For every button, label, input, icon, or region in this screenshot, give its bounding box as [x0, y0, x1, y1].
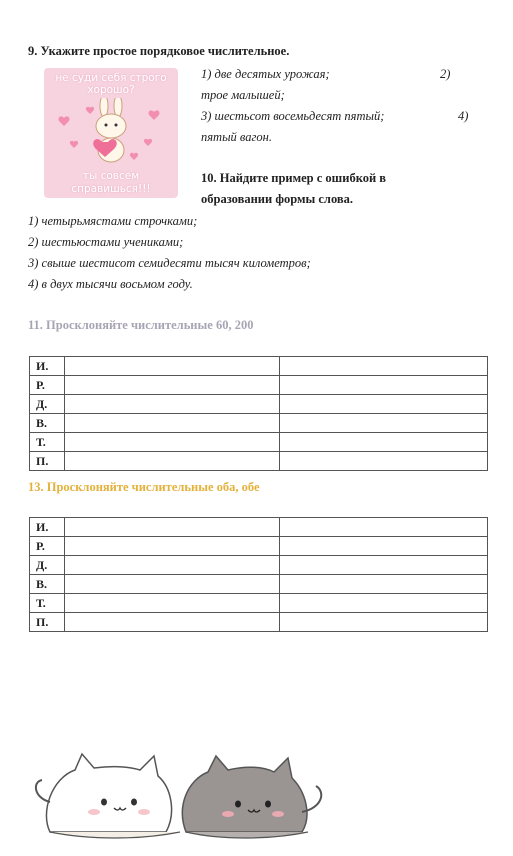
- q9-option-1: 1) две десятых урожая;: [201, 67, 330, 81]
- question-10-title-line-1: 10. Найдите пример с ошибкой в: [201, 171, 387, 185]
- answer-cell[interactable]: [65, 452, 280, 471]
- answer-cell[interactable]: [280, 433, 488, 452]
- case-label: В.: [30, 414, 65, 433]
- answer-cell[interactable]: [280, 376, 488, 395]
- answer-cell[interactable]: [280, 537, 488, 556]
- case-label: П.: [30, 452, 65, 471]
- cats-illustration: [30, 742, 330, 842]
- table-row: [30, 537, 488, 556]
- q9-option-3: 3) шестьсот восемьдесят пятый;: [201, 109, 385, 123]
- answer-cell[interactable]: [65, 537, 280, 556]
- q10-option-2: 2) шестьюстами учениками;: [28, 235, 184, 249]
- declension-table-13: [29, 517, 488, 632]
- answer-cell[interactable]: [280, 452, 488, 471]
- answer-cell[interactable]: [280, 414, 488, 433]
- question-9-title: 9. Укажите простое порядковое числительное.: [28, 44, 290, 58]
- question-10-title-line-2: образовании формы слова.: [201, 192, 354, 206]
- table-row: [30, 414, 488, 433]
- case-label: И.: [30, 518, 65, 537]
- case-label: В.: [30, 575, 65, 594]
- q9-option-2-number: 2): [440, 67, 451, 81]
- answer-cell[interactable]: [280, 518, 488, 537]
- answer-cell[interactable]: [65, 556, 280, 575]
- bunny-sticker-image: [44, 68, 178, 198]
- question-11-title: 11. Просклоняйте числительные 60, 200: [28, 318, 254, 332]
- case-label: Д.: [30, 395, 65, 414]
- case-label: Р.: [30, 376, 65, 395]
- declension-table-11: [29, 356, 488, 471]
- answer-cell[interactable]: [65, 395, 280, 414]
- answer-cell[interactable]: [65, 594, 280, 613]
- case-label: Т.: [30, 433, 65, 452]
- answer-cell[interactable]: [65, 613, 280, 632]
- sticker-top-text-1: не суди себя строго: [55, 72, 167, 84]
- q10-option-4: 4) в двух тысячи восьмом году.: [28, 277, 193, 291]
- table-row: [30, 395, 488, 414]
- case-label: Д.: [30, 556, 65, 575]
- q10-option-1: 1) четырьмястами строчками;: [28, 214, 198, 228]
- q10-option-3: 3) свыше шестисот семидесяти тысяч километров;: [28, 256, 311, 270]
- question-13-title: 13. Просклоняйте числительные оба, обе: [28, 480, 260, 494]
- answer-cell[interactable]: [280, 575, 488, 594]
- answer-cell[interactable]: [65, 414, 280, 433]
- table-row: [30, 613, 488, 632]
- answer-cell[interactable]: [280, 594, 488, 613]
- white-cat-icon: [36, 754, 180, 838]
- sticker-bottom-text-1: ты совсем: [82, 170, 140, 182]
- bunny-heart-icon: [44, 98, 178, 168]
- table-row: [30, 575, 488, 594]
- answer-cell[interactable]: [280, 613, 488, 632]
- answer-cell[interactable]: [65, 357, 280, 376]
- answer-cell[interactable]: [280, 357, 488, 376]
- answer-cell[interactable]: [280, 556, 488, 575]
- q9-option-4: пятый вагон.: [201, 130, 272, 144]
- table-row: [30, 594, 488, 613]
- table-row: [30, 556, 488, 575]
- case-label: П.: [30, 613, 65, 632]
- answer-cell[interactable]: [65, 376, 280, 395]
- answer-cell[interactable]: [65, 518, 280, 537]
- answer-cell[interactable]: [65, 433, 280, 452]
- q9-option-2: трое малышей;: [201, 88, 285, 102]
- table-row: [30, 357, 488, 376]
- gray-cat-icon: [182, 756, 321, 838]
- q9-option-4-number: 4): [458, 109, 469, 123]
- table-row: [30, 452, 488, 471]
- table-row: [30, 376, 488, 395]
- answer-cell[interactable]: [65, 575, 280, 594]
- sticker-top-text-2: хорошо?: [87, 84, 135, 96]
- sticker-bottom-text-2: справишься!!!: [71, 183, 151, 195]
- case-label: И.: [30, 357, 65, 376]
- case-label: Р.: [30, 537, 65, 556]
- answer-cell[interactable]: [280, 395, 488, 414]
- case-label: Т.: [30, 594, 65, 613]
- table-row: [30, 433, 488, 452]
- table-row: [30, 518, 488, 537]
